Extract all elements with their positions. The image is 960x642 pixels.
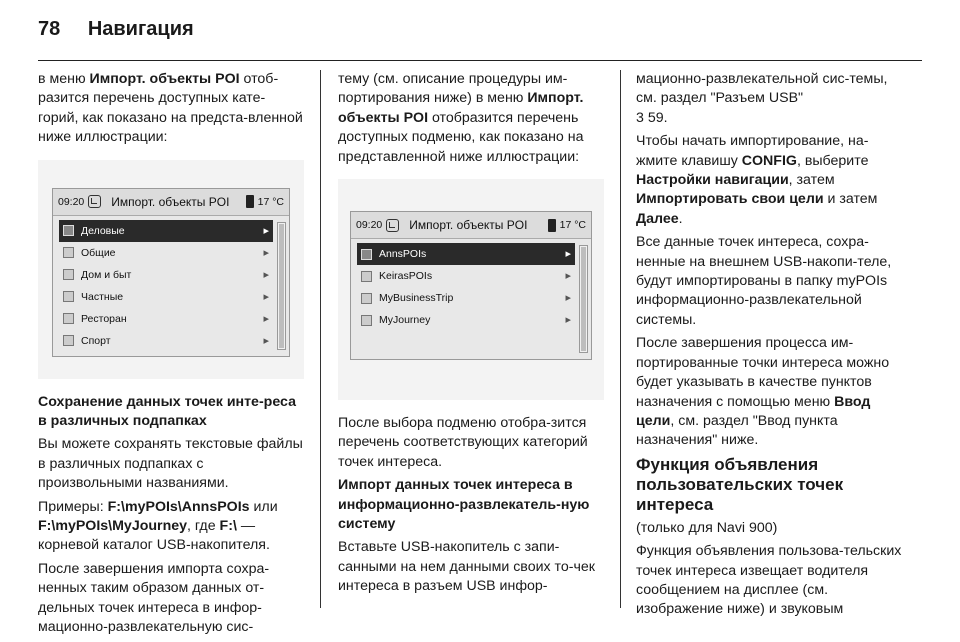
scrollbar[interactable] (579, 245, 588, 353)
folder-icon (63, 247, 74, 258)
column-1 (38, 70, 304, 642)
folder-icon (63, 291, 74, 302)
list-item[interactable]: Спорт ▸ (59, 330, 273, 352)
chevron-right-icon: ▸ (565, 292, 571, 305)
paragraph: Примеры: F:\myPOIs\AnnsPOIs или F:\myPOIs\MyJourney, где F:\ — корневой каталог USB-накопителя. (38, 498, 278, 554)
subheading: Сохранение данных точек инте-реса в различных подпапках (38, 393, 296, 430)
paragraph: Все данные точек интереса, сохра-ненные на внешнем USB-накопи-теле, будут импортированы в папку myPOIs информационно-развлекательной системы. (636, 234, 892, 328)
chevron-right-icon: ▸ (263, 312, 269, 325)
subheading: Импорт данных точек интереса в информационно-развлекатель-ную систему (338, 477, 590, 533)
column-divider-1 (320, 70, 321, 608)
submenu-list (351, 239, 591, 359)
category-list (53, 216, 289, 356)
display-screen (350, 211, 592, 360)
folder-icon (361, 293, 372, 304)
chevron-right-icon: ▸ (565, 314, 571, 327)
list-item[interactable]: MyBusinessTrip ▸ (357, 287, 575, 309)
paragraph: тему (см. описание процедуры им-портирования ниже) в меню Импорт. объекты POI отобразится перечень доступных подменю, как показано на представленной ниже иллюстрации: (338, 71, 584, 165)
screen-title: Импорт. объекты POI (409, 218, 528, 233)
display-screen (52, 188, 290, 357)
column-3 (636, 70, 906, 624)
list-item[interactable]: Деловые ▸ (59, 220, 273, 242)
paragraph: После завершения процесса им-портированные точки интереса можно будет указывать в качестве пунктов назначения с помощью меню Ввод цели, см. раздел "Ввод пункта назначения" ниже. (636, 335, 890, 449)
chevron-right-icon: ▸ (263, 334, 269, 347)
status-bar (53, 189, 289, 216)
paragraph: После выбора подменю отобра-зится перечень соответствующих категорий точек интереса. (338, 415, 588, 470)
page-header (38, 18, 194, 41)
column-divider-2 (620, 70, 621, 608)
paragraph: Функция объявления пользова-тельских точек интереса извещает водителя сообщением на дисплее (см. изображение ниже) и звуковым (636, 543, 902, 618)
paragraph: Вы можете сохранять текстовые файлы в различных подпапках с произвольными названиями. (38, 436, 303, 492)
list-item[interactable]: AnnsPOIs ▸ (357, 243, 575, 265)
list-item[interactable]: MyJourney ▸ (357, 309, 575, 331)
list-item[interactable]: Общие ▸ (59, 242, 273, 264)
clock: 09:20 (58, 195, 85, 208)
status-bar (351, 212, 591, 239)
section-heading: Функция объявления пользовательских точек интереса (636, 454, 844, 514)
paragraph: Вставьте USB-накопитель с запи-санными на нем данными своих то-чек интереса в разъем USB инфор- (338, 539, 595, 595)
clock: 09:20 (356, 219, 383, 232)
chevron-right-icon: ▸ (263, 290, 269, 303)
folder-icon (361, 315, 372, 326)
temperature: 17 °C (548, 218, 586, 232)
chapter-title: Навигация (87, 18, 194, 40)
header-rule (38, 60, 922, 61)
chevron-right-icon: ▸ (565, 270, 571, 283)
folder-icon (63, 313, 74, 324)
screen-title: Импорт. объекты POI (111, 194, 230, 209)
paragraph: в меню Импорт. объекты POI отоб-разится перечень доступных кате-горий, как показано на предста-вленной ниже иллюстрации: (38, 71, 303, 146)
temperature: 17 °C (246, 195, 284, 209)
page-number: 78 (38, 18, 61, 40)
folder-icon (361, 249, 372, 260)
chevron-right-icon: ▸ (263, 268, 269, 281)
list-item[interactable]: Частные ▸ (59, 286, 273, 308)
paragraph: (только для Navi 900) (636, 519, 778, 536)
folder-icon (63, 269, 74, 280)
scrollbar-thumb[interactable] (581, 247, 586, 351)
navigation-icon (386, 219, 399, 232)
column-2 (338, 70, 604, 601)
screenshot-figure-submenus (338, 179, 604, 400)
page-reference: 3 59. (636, 109, 668, 126)
phone-icon (548, 219, 556, 232)
list-item[interactable]: KeirasPOIs ▸ (357, 265, 575, 287)
list-item[interactable]: Дом и быт ▸ (59, 264, 273, 286)
scrollbar-thumb[interactable] (279, 224, 284, 348)
chevron-right-icon: ▸ (263, 246, 269, 259)
phone-icon (246, 195, 254, 208)
folder-icon (63, 335, 74, 346)
scrollbar[interactable] (277, 222, 286, 350)
navigation-icon (88, 195, 101, 208)
chevron-right-icon: ▸ (263, 224, 269, 237)
paragraph: Чтобы начать импортирование, на-жмите клавишу CONFIG, выберите Настройки навигации, затем Импортировать свои цели и затем Далее. (636, 133, 878, 227)
paragraph: После завершения импорта сохра-ненных таким образом данных от-дельных точек интереса в инфор-мационно-развлекательную сис- (38, 560, 270, 636)
screenshot-figure-categories (38, 160, 304, 379)
list-item[interactable]: Ресторан ▸ (59, 308, 273, 330)
paragraph: мационно-развлекательной сис-темы, см. раздел "Разъем USB" 3 59. (636, 71, 888, 126)
chevron-right-icon: ▸ (565, 248, 571, 261)
folder-icon (361, 271, 372, 282)
folder-icon (63, 225, 74, 236)
